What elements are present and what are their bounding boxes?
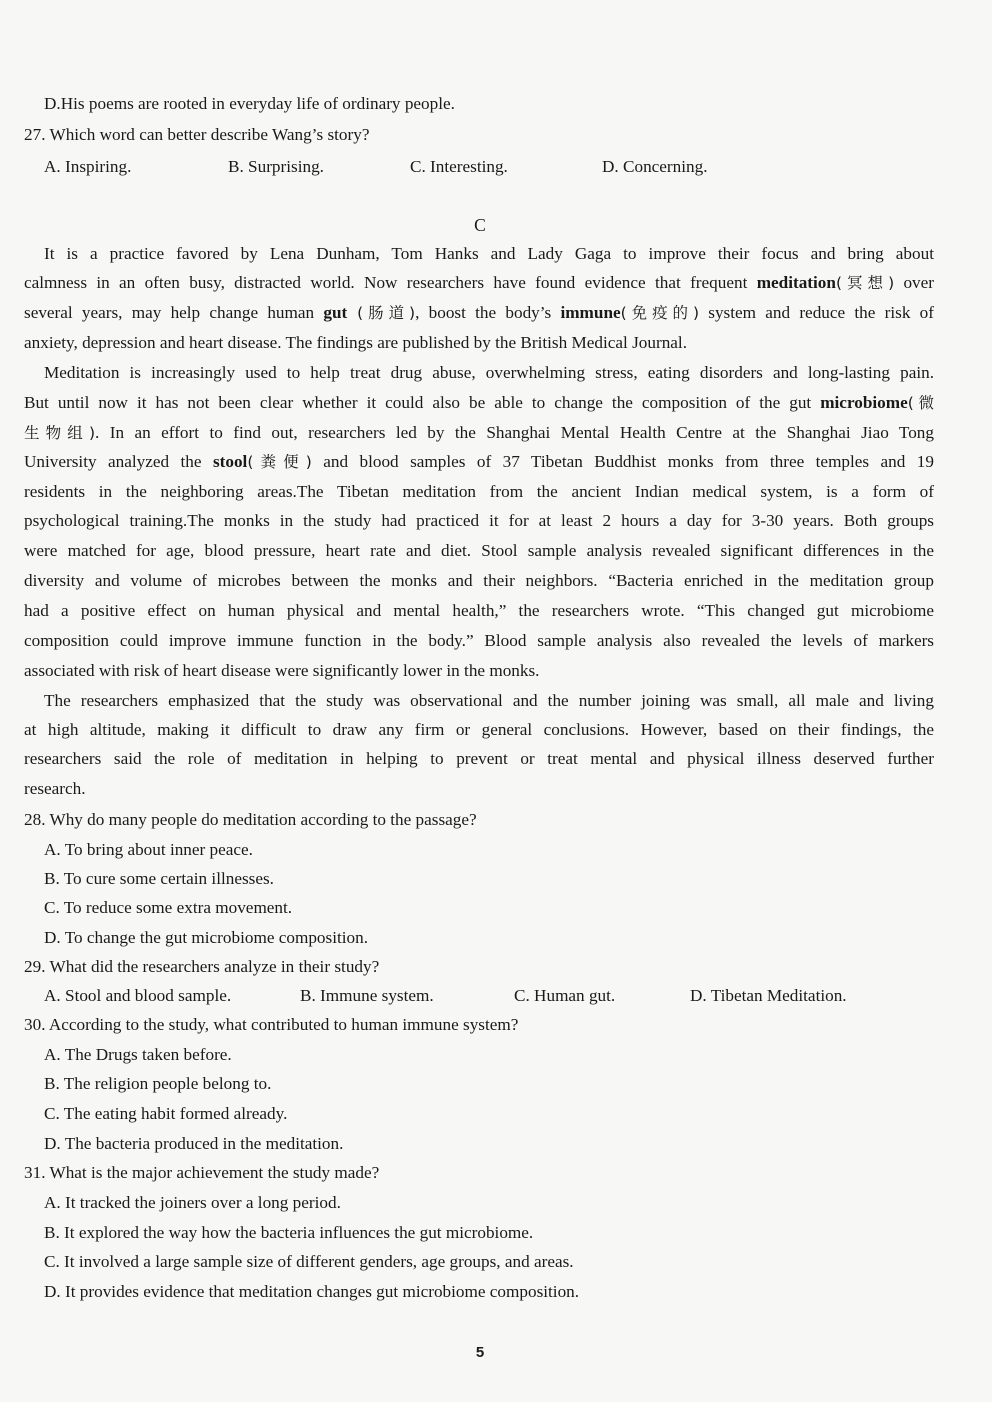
- passage-line: were matched for age, blood pressure, heart rate and diet. Stool sample analysis revealed significant differences in the: [24, 541, 934, 560]
- q30-option-a: A. The Drugs taken before.: [44, 1045, 232, 1064]
- q29-stem: 29. What did the researchers analyze in their study?: [24, 957, 380, 976]
- q30-stem: 30. According to the study, what contributed to human immune system?: [24, 1015, 519, 1034]
- q29-option-a: A. Stool and blood sample.: [44, 986, 232, 1005]
- passage-line: calmness in an often busy, distracted world. Now researchers have found evidence that frequent meditation(冥想) over: [24, 273, 934, 292]
- q31-option-a: A. It tracked the joiners over a long period.: [44, 1193, 341, 1212]
- q26-option-d: D.His poems are rooted in everyday life of ordinary people.: [44, 94, 455, 113]
- passage-line: It is a practice favored by Lena Dunham, Tom Hanks and Lady Gaga to improve their focus and bring about: [44, 244, 934, 263]
- q27-option-d: D. Concerning.: [602, 157, 708, 176]
- q30-option-b: B. The religion people belong to.: [44, 1074, 272, 1093]
- page-number: 5: [475, 1344, 485, 1361]
- q28-stem: 28. Why do many people do meditation according to the passage?: [24, 810, 477, 829]
- passage-line: University analyzed the stool(粪便) and blood samples of 37 Tibetan Buddhist monks from three temples and 19: [24, 452, 934, 471]
- passage-line: anxiety, depression and heart disease. The findings are published by the British Medical Journal.: [24, 333, 687, 352]
- q30-option-d: D. The bacteria produced in the meditation.: [44, 1134, 344, 1153]
- q29-option-b: B. Immune system.: [300, 986, 434, 1005]
- q27-option-a: A. Inspiring.: [44, 157, 132, 176]
- passage-line: residents in the neighboring areas.The Tibetan meditation from the ancient Indian medical system, is a form of: [24, 482, 934, 501]
- section-heading: C: [474, 215, 486, 235]
- q27-stem: 27. Which word can better describe Wang’s story?: [24, 125, 370, 144]
- q28-option-c: C. To reduce some extra movement.: [44, 898, 293, 917]
- q27-option-b: B. Surprising.: [228, 157, 324, 176]
- passage-line: Meditation is increasingly used to help treat drug abuse, overwhelming stress, eating disorders and long-lasting pain.: [44, 363, 934, 382]
- q28-option-d: D. To change the gut microbiome composition.: [44, 928, 369, 947]
- q28-option-b: B. To cure some certain illnesses.: [44, 869, 274, 888]
- passage-line: psychological training.The monks in the study had practiced it for at least 2 hours a day for 3-30 years. Both groups: [24, 511, 934, 530]
- q29-option-d: D. Tibetan Meditation.: [690, 986, 847, 1005]
- q28-option-a: A. To bring about inner peace.: [44, 840, 253, 859]
- q31-stem: 31. What is the major achievement the study made?: [24, 1163, 380, 1182]
- q31-option-c: C. It involved a large sample size of different genders, age groups, and areas.: [44, 1252, 574, 1271]
- passage-line: researchers said the role of meditation in helping to prevent or treat mental and physical illness deserved further: [24, 749, 934, 768]
- passage-line: But until now it has not been clear whether it could also be able to change the composition of the gut microbiome(微: [24, 393, 934, 412]
- q27-option-c: C. Interesting.: [410, 157, 508, 176]
- passage-line: associated with risk of heart disease were significantly lower in the monks.: [24, 661, 540, 680]
- passage-line: The researchers emphasized that the study was observational and the number joining was small, all male and living: [44, 691, 934, 710]
- passage-line: 生物组). In an effort to find out, researchers led by the Shanghai Mental Health Centre at the Shanghai Jiao Tong: [24, 423, 934, 442]
- passage-line: several years, may help change human gut (肠道), boost the body’s immune(免疫的) system and reduce the risk of: [24, 303, 934, 322]
- q30-option-c: C. The eating habit formed already.: [44, 1104, 288, 1123]
- q29-option-c: C. Human gut.: [514, 986, 616, 1005]
- passage-line: at high altitude, making it difficult to draw any firm or general conclusions. However, based on their findings, the: [24, 720, 934, 739]
- q31-option-b: B. It explored the way how the bacteria influences the gut microbiome.: [44, 1223, 534, 1242]
- q31-option-d: D. It provides evidence that meditation changes gut microbiome composition.: [44, 1282, 580, 1301]
- passage-line: research.: [24, 779, 86, 798]
- passage-line: composition could improve immune function in the body.” Blood sample analysis also revealed the levels of markers: [24, 631, 934, 650]
- passage-line: had a positive effect on human physical and mental health,” the researchers wrote. “This changed gut microbiome: [24, 601, 934, 620]
- passage-line: diversity and volume of microbes between the monks and their neighbors. “Bacteria enriched in the meditation group: [24, 571, 934, 590]
